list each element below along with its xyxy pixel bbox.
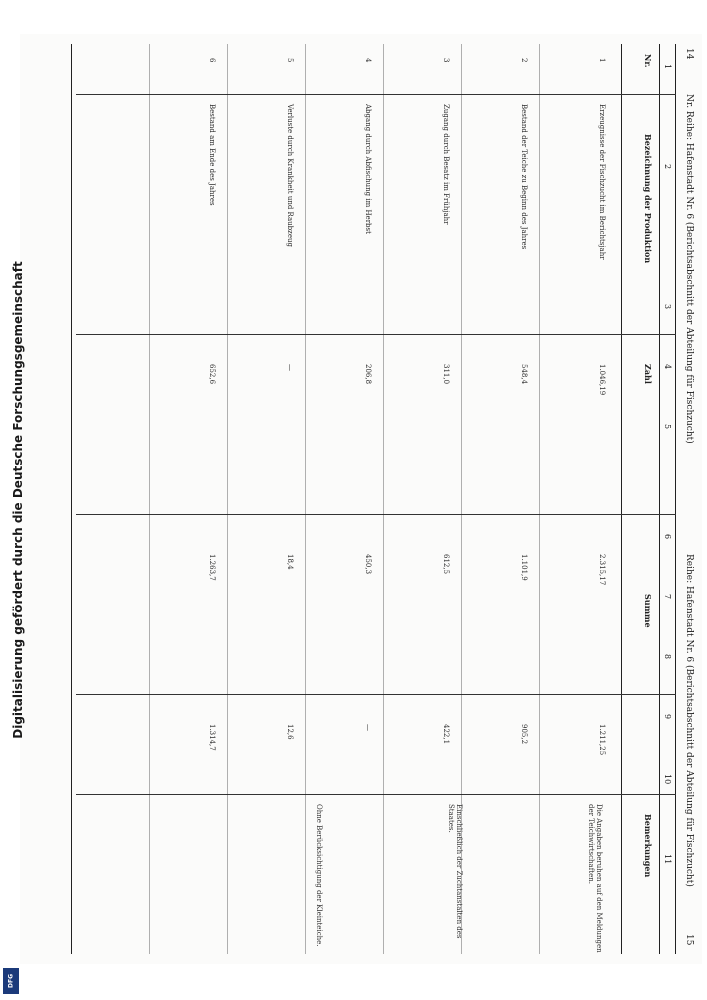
page-number-left: 14 — [684, 48, 694, 60]
header-rule — [675, 44, 676, 954]
row-number: 3 — [442, 58, 450, 63]
col-number-11: 11 — [663, 854, 672, 865]
remark-text: Die Angaben beruhen auf den Meldungen der Teichwirtschaften. — [587, 804, 603, 953]
column-head-summe: Summe — [643, 594, 653, 628]
row-value: 422,1 — [442, 724, 450, 745]
row-rule — [149, 44, 150, 954]
row-value: 652,6 — [208, 364, 216, 385]
row-value: 2.315,17 — [598, 554, 606, 586]
rotated-table-page — [20, 34, 702, 964]
column-head-rule-top — [659, 44, 660, 954]
col-number-7: 7 — [663, 594, 672, 600]
footer-funding-note: Digitalisierung gefördert durch die Deutsche Forschungsgemeinschaft — [11, 261, 25, 739]
row-value: 206,8 — [364, 364, 372, 385]
row-rule — [305, 44, 306, 954]
column-divider — [76, 794, 676, 795]
row-value: 1.046,19 — [598, 364, 606, 396]
col-number-3: 3 — [663, 304, 672, 310]
row-description: Bestand am Ende des Jahres — [208, 104, 216, 206]
col-number-9: 9 — [663, 714, 672, 720]
column-head-rule-bottom — [621, 44, 622, 954]
row-description: Verluste durch Krankheit und Raubzeug — [286, 104, 294, 247]
column-divider — [76, 334, 676, 335]
remark-text: Ohne Berücksichtigung der Kleinteiche. — [315, 804, 323, 947]
col-number-4: 4 — [663, 364, 672, 370]
scanned-page — [20, 34, 702, 964]
row-number: 5 — [286, 58, 294, 63]
row-value: 548,4 — [520, 364, 528, 385]
row-rule — [539, 44, 540, 954]
row-number: 6 — [208, 58, 216, 63]
footer-band — [8, 40, 28, 960]
row-number: 2 — [520, 58, 528, 63]
row-description: Bestand der Teiche zu Beginn des Jahres — [520, 104, 528, 250]
row-number: 1 — [598, 58, 606, 63]
row-value: 1.211,25 — [598, 724, 606, 756]
row-number: 4 — [364, 58, 372, 63]
col-number-10: 10 — [663, 774, 672, 785]
col-number-6: 6 — [663, 534, 672, 540]
column-head-bezeichnung: Bezeichnung der Produktion — [643, 134, 653, 264]
col-number-2: 2 — [663, 164, 672, 170]
col-number-8: 8 — [663, 654, 672, 660]
remark-text: Einschließlich der Zuchtanstalten des Staates. — [447, 804, 463, 939]
column-head-nr: Nr. — [643, 54, 653, 68]
page-number-right: 15 — [684, 934, 694, 946]
row-value: 1.101,9 — [520, 554, 528, 581]
col-number-5: 5 — [663, 424, 672, 430]
row-value: 18,4 — [286, 554, 294, 570]
row-value: 905,2 — [520, 724, 528, 745]
row-value: 450,3 — [364, 554, 372, 575]
header-title-right: Reihe: Hafenstadt Nr. 6 (Berichtsabschnitt der Abteilung für Fischzucht) — [684, 554, 694, 887]
row-rule — [227, 44, 228, 954]
header-title-left: Nr. Reihe: Hafenstadt Nr. 6 (Berichtsabschnitt der Abteilung für Fischzucht) — [684, 94, 694, 444]
row-value: 1.314,7 — [208, 724, 216, 751]
col-number-1: 1 — [663, 64, 672, 70]
column-divider — [76, 94, 676, 95]
column-divider — [76, 514, 676, 515]
row-description: Zugang durch Besatz im Frühjahr — [442, 104, 450, 225]
row-value: 12,6 — [286, 724, 294, 740]
column-head-bemerkungen: Bemerkungen — [643, 814, 653, 878]
dfg-logo: DFG — [3, 968, 19, 994]
row-value: — — [364, 724, 372, 731]
column-divider — [76, 694, 676, 695]
row-rule — [383, 44, 384, 954]
row-description: Erzeugnisse der Fischzucht im Berichtsjahr — [598, 104, 606, 260]
row-value: — — [286, 364, 294, 371]
row-value: 1.263,7 — [208, 554, 216, 581]
row-description: Abgang durch Abfischung im Herbst — [364, 104, 372, 234]
row-value: 612,5 — [442, 554, 450, 575]
table-bottom-rule — [71, 44, 72, 954]
column-head-zahl: Zahl — [643, 364, 653, 384]
row-value: 311,0 — [442, 364, 450, 385]
